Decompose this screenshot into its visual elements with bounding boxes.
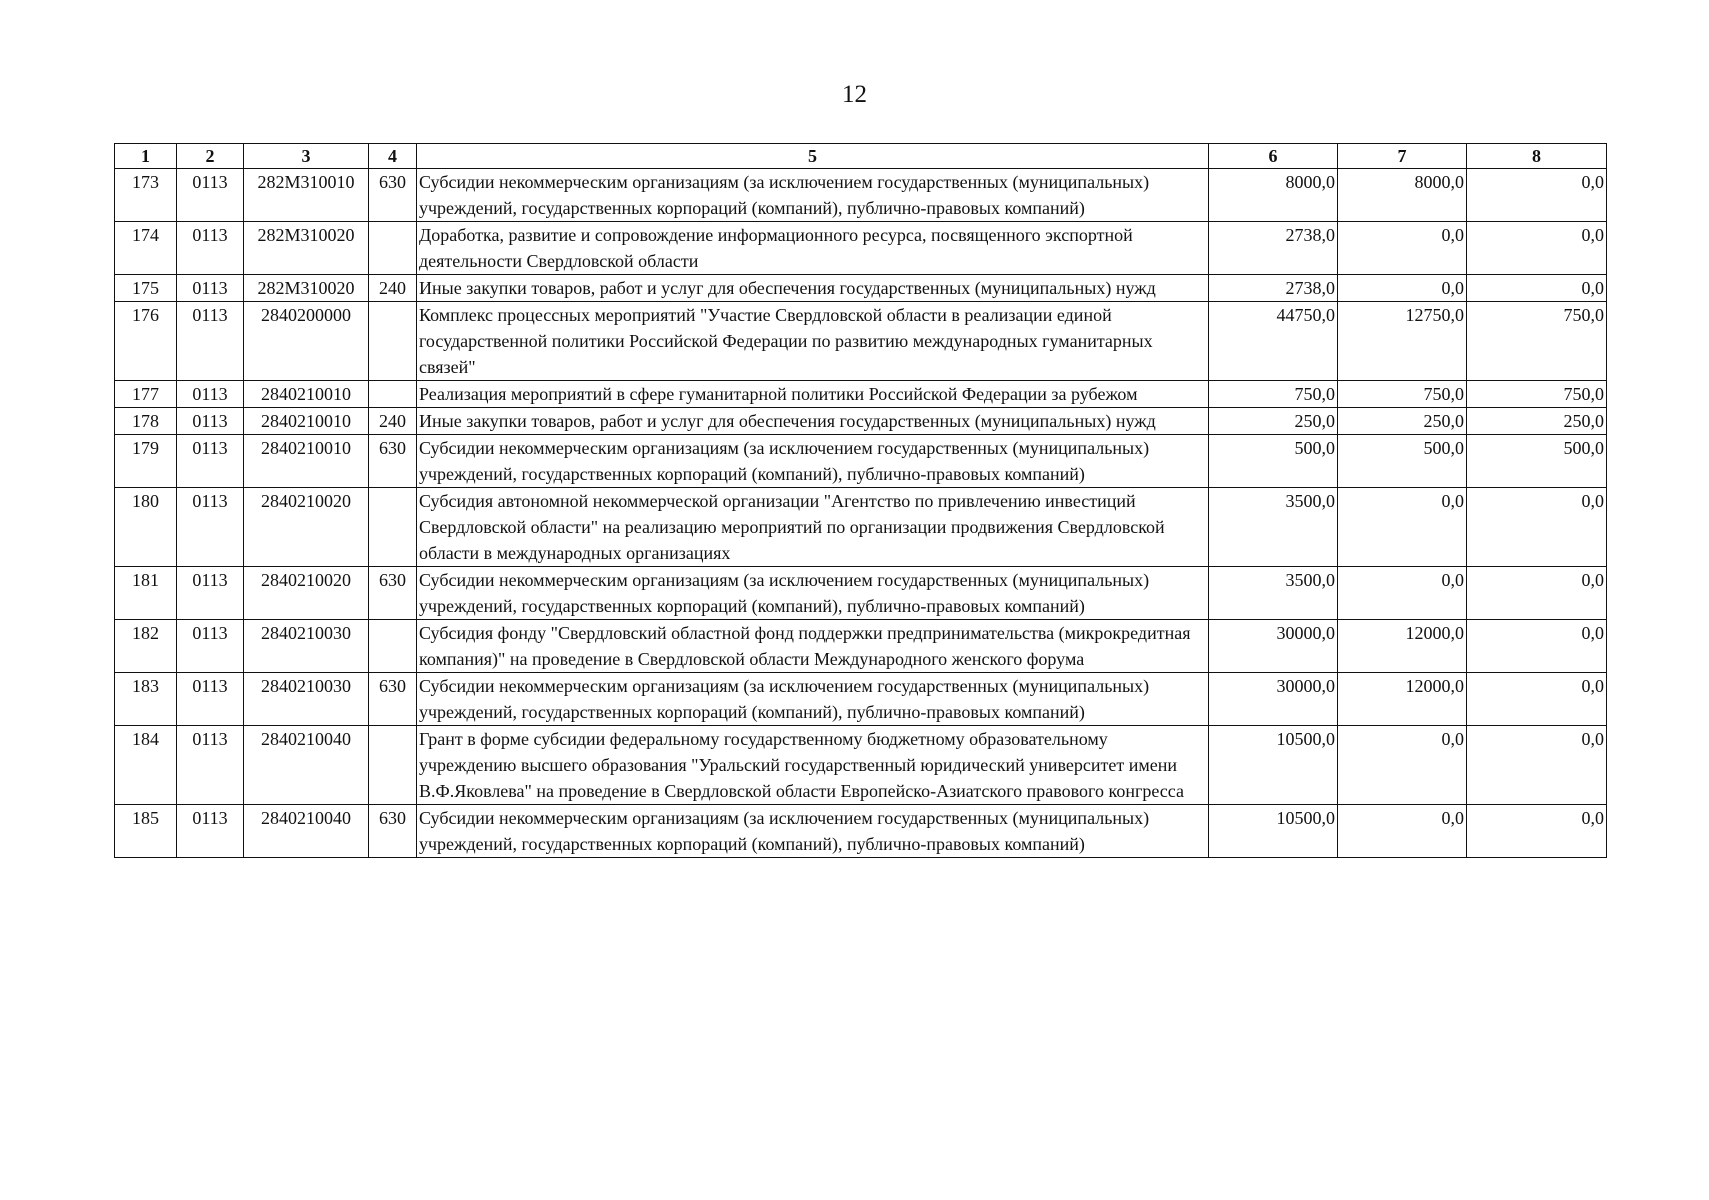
section-code: 0113 bbox=[177, 435, 244, 488]
value-col-8: 0,0 bbox=[1467, 726, 1607, 805]
value-col-7: 12750,0 bbox=[1338, 302, 1467, 381]
table-row bbox=[115, 381, 1607, 408]
table-row bbox=[115, 169, 1607, 222]
value-col-7: 0,0 bbox=[1338, 805, 1467, 858]
table-row bbox=[115, 408, 1607, 435]
table-row bbox=[115, 726, 1607, 805]
section-code: 0113 bbox=[177, 805, 244, 858]
value-col-8: 750,0 bbox=[1467, 381, 1607, 408]
header-col-3: 3 bbox=[244, 144, 369, 169]
description: Субсидии некоммерческим организациям (за исключением государственных (муниципальных) учреждений, государственных корпораций (компаний), публично-правовых компаний) bbox=[417, 435, 1209, 488]
value-col-7: 750,0 bbox=[1338, 381, 1467, 408]
target-code: 2840210020 bbox=[244, 567, 369, 620]
row-number: 183 bbox=[115, 673, 177, 726]
value-col-6: 750,0 bbox=[1209, 381, 1338, 408]
value-col-7: 0,0 bbox=[1338, 726, 1467, 805]
target-code: 2840210040 bbox=[244, 726, 369, 805]
description: Доработка, развитие и сопровождение информационного ресурса, посвященного экспортной деятельности Свердловской области bbox=[417, 222, 1209, 275]
value-col-7: 0,0 bbox=[1338, 222, 1467, 275]
value-col-7: 250,0 bbox=[1338, 408, 1467, 435]
section-code: 0113 bbox=[177, 275, 244, 302]
value-col-6: 10500,0 bbox=[1209, 726, 1338, 805]
section-code: 0113 bbox=[177, 222, 244, 275]
section-code: 0113 bbox=[177, 620, 244, 673]
value-col-8: 0,0 bbox=[1467, 805, 1607, 858]
description: Комплекс процессных мероприятий "Участие Свердловской области в реализации единой государственной политики Российской Федерации по развитию международных гуманитарных связей" bbox=[417, 302, 1209, 381]
value-col-8: 0,0 bbox=[1467, 488, 1607, 567]
expense-type: 630 bbox=[369, 805, 417, 858]
expense-type bbox=[369, 488, 417, 567]
target-code: 2840210010 bbox=[244, 381, 369, 408]
description: Субсидия фонду "Свердловский областной фонд поддержки предпринимательства (микрокредитная компания)" на проведение в Свердловской области Международного женского форума bbox=[417, 620, 1209, 673]
header-col-1: 1 bbox=[115, 144, 177, 169]
expense-type: 630 bbox=[369, 169, 417, 222]
target-code: 2840210030 bbox=[244, 673, 369, 726]
value-col-8: 0,0 bbox=[1467, 169, 1607, 222]
value-col-7: 12000,0 bbox=[1338, 620, 1467, 673]
value-col-7: 0,0 bbox=[1338, 275, 1467, 302]
value-col-6: 30000,0 bbox=[1209, 620, 1338, 673]
value-col-6: 2738,0 bbox=[1209, 222, 1338, 275]
header-col-8: 8 bbox=[1467, 144, 1607, 169]
description: Субсидии некоммерческим организациям (за исключением государственных (муниципальных) учреждений, государственных корпораций (компаний), публично-правовых компаний) bbox=[417, 567, 1209, 620]
description: Субсидия автономной некоммерческой организации "Агентство по привлечению инвестиций Свердловской области" на реализацию мероприятий по организации продвижения Свердловской области в международных организациях bbox=[417, 488, 1209, 567]
header-col-6: 6 bbox=[1209, 144, 1338, 169]
target-code: 2840210010 bbox=[244, 408, 369, 435]
header-col-5: 5 bbox=[417, 144, 1209, 169]
expense-type: 240 bbox=[369, 408, 417, 435]
description: Субсидии некоммерческим организациям (за исключением государственных (муниципальных) учреждений, государственных корпораций (компаний), публично-правовых компаний) bbox=[417, 805, 1209, 858]
section-code: 0113 bbox=[177, 169, 244, 222]
section-code: 0113 bbox=[177, 302, 244, 381]
target-code: 2840210030 bbox=[244, 620, 369, 673]
target-code: 2840210020 bbox=[244, 488, 369, 567]
table-row bbox=[115, 673, 1607, 726]
section-code: 0113 bbox=[177, 726, 244, 805]
description: Грант в форме субсидии федеральному государственному бюджетному образовательному учреждению высшего образования "Уральский государственный юридический университет имени В.Ф.Яковлева" на проведение в Свердловской области Европейско-Азиатского правового конгресса bbox=[417, 726, 1209, 805]
table-row bbox=[115, 805, 1607, 858]
table-row bbox=[115, 567, 1607, 620]
header-col-7: 7 bbox=[1338, 144, 1467, 169]
expense-type bbox=[369, 222, 417, 275]
value-col-8: 250,0 bbox=[1467, 408, 1607, 435]
section-code: 0113 bbox=[177, 567, 244, 620]
expense-type: 630 bbox=[369, 435, 417, 488]
header-col-4: 4 bbox=[369, 144, 417, 169]
value-col-7: 0,0 bbox=[1338, 567, 1467, 620]
row-number: 173 bbox=[115, 169, 177, 222]
value-col-6: 3500,0 bbox=[1209, 567, 1338, 620]
row-number: 178 bbox=[115, 408, 177, 435]
value-col-6: 30000,0 bbox=[1209, 673, 1338, 726]
description: Субсидии некоммерческим организациям (за исключением государственных (муниципальных) учреждений, государственных корпораций (компаний), публично-правовых компаний) bbox=[417, 673, 1209, 726]
value-col-8: 750,0 bbox=[1467, 302, 1607, 381]
value-col-6: 44750,0 bbox=[1209, 302, 1338, 381]
table-row bbox=[115, 435, 1607, 488]
table-row bbox=[115, 302, 1607, 381]
table-row bbox=[115, 488, 1607, 567]
target-code: 2840200000 bbox=[244, 302, 369, 381]
value-col-7: 8000,0 bbox=[1338, 169, 1467, 222]
row-number: 180 bbox=[115, 488, 177, 567]
page-number: 12 bbox=[842, 81, 867, 108]
expense-type bbox=[369, 381, 417, 408]
table-body bbox=[115, 169, 1607, 858]
expense-type bbox=[369, 302, 417, 381]
table-row bbox=[115, 222, 1607, 275]
value-col-7: 0,0 bbox=[1338, 488, 1467, 567]
header-row bbox=[115, 144, 1607, 169]
target-code: 282М310020 bbox=[244, 275, 369, 302]
expense-type bbox=[369, 726, 417, 805]
description: Иные закупки товаров, работ и услуг для обеспечения государственных (муниципальных) нужд bbox=[417, 275, 1209, 302]
row-number: 174 bbox=[115, 222, 177, 275]
table-row bbox=[115, 620, 1607, 673]
value-col-6: 250,0 bbox=[1209, 408, 1338, 435]
value-col-8: 0,0 bbox=[1467, 222, 1607, 275]
value-col-8: 0,0 bbox=[1467, 673, 1607, 726]
header-col-2: 2 bbox=[177, 144, 244, 169]
budget-table bbox=[114, 143, 1607, 858]
row-number: 177 bbox=[115, 381, 177, 408]
section-code: 0113 bbox=[177, 381, 244, 408]
value-col-6: 8000,0 bbox=[1209, 169, 1338, 222]
value-col-6: 500,0 bbox=[1209, 435, 1338, 488]
table-row bbox=[115, 275, 1607, 302]
row-number: 184 bbox=[115, 726, 177, 805]
row-number: 176 bbox=[115, 302, 177, 381]
expense-type: 240 bbox=[369, 275, 417, 302]
value-col-6: 3500,0 bbox=[1209, 488, 1338, 567]
row-number: 179 bbox=[115, 435, 177, 488]
expense-type: 630 bbox=[369, 673, 417, 726]
value-col-6: 2738,0 bbox=[1209, 275, 1338, 302]
section-code: 0113 bbox=[177, 673, 244, 726]
value-col-7: 500,0 bbox=[1338, 435, 1467, 488]
target-code: 282М310020 bbox=[244, 222, 369, 275]
description: Реализация мероприятий в сфере гуманитарной политики Российской Федерации за рубежом bbox=[417, 381, 1209, 408]
value-col-7: 12000,0 bbox=[1338, 673, 1467, 726]
value-col-8: 500,0 bbox=[1467, 435, 1607, 488]
expense-type bbox=[369, 620, 417, 673]
description: Иные закупки товаров, работ и услуг для обеспечения государственных (муниципальных) нужд bbox=[417, 408, 1209, 435]
table-header bbox=[115, 144, 1607, 169]
value-col-8: 0,0 bbox=[1467, 620, 1607, 673]
target-code: 2840210040 bbox=[244, 805, 369, 858]
row-number: 185 bbox=[115, 805, 177, 858]
row-number: 181 bbox=[115, 567, 177, 620]
value-col-8: 0,0 bbox=[1467, 275, 1607, 302]
target-code: 282М310010 bbox=[244, 169, 369, 222]
row-number: 182 bbox=[115, 620, 177, 673]
value-col-6: 10500,0 bbox=[1209, 805, 1338, 858]
expense-type: 630 bbox=[369, 567, 417, 620]
target-code: 2840210010 bbox=[244, 435, 369, 488]
value-col-8: 0,0 bbox=[1467, 567, 1607, 620]
row-number: 175 bbox=[115, 275, 177, 302]
section-code: 0113 bbox=[177, 488, 244, 567]
description: Субсидии некоммерческим организациям (за исключением государственных (муниципальных) учреждений, государственных корпораций (компаний), публично-правовых компаний) bbox=[417, 169, 1209, 222]
section-code: 0113 bbox=[177, 408, 244, 435]
